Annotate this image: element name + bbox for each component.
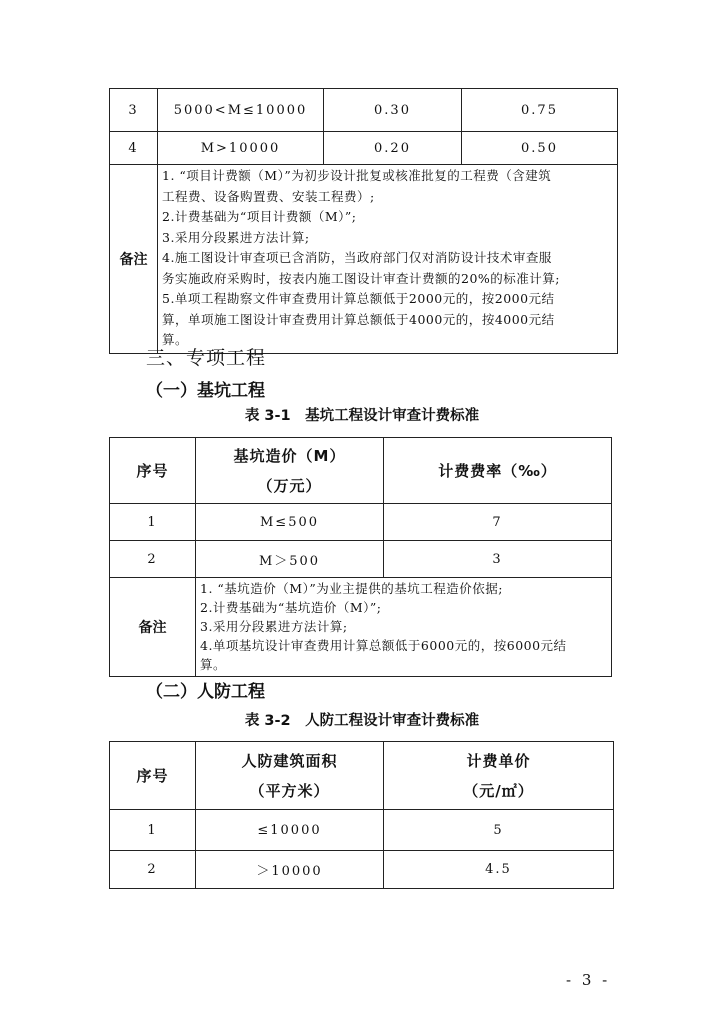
row-number: 4 — [110, 132, 158, 165]
table-header — [110, 742, 614, 810]
cost-range: M＞500 — [196, 541, 384, 578]
table-row — [110, 851, 614, 889]
subsection-title: （二）人防工程 — [146, 682, 265, 702]
row-number: 2 — [110, 541, 196, 578]
row-number: 1 — [110, 504, 196, 541]
note-label: 备注 — [110, 578, 196, 677]
row-number: 3 — [110, 89, 158, 132]
table-row — [110, 810, 614, 851]
page-number: - 3 - — [566, 971, 611, 989]
rate-value: 7 — [384, 504, 612, 541]
rate-value: 0.30 — [324, 89, 462, 132]
table-row — [110, 504, 612, 541]
note-row — [110, 578, 612, 677]
area-range: ≤10000 — [196, 810, 384, 851]
section-title: 三、专项工程 — [146, 347, 267, 369]
header-cell: 计费费率（‰） — [384, 438, 612, 504]
header-cell: 基坑造价（M） （万元） — [196, 438, 384, 504]
row-number: 2 — [110, 851, 196, 889]
rate-value: 0.75 — [462, 89, 618, 132]
rate-value: 0.20 — [324, 132, 462, 165]
excavation-fee-table — [109, 437, 612, 677]
fee-range: M>10000 — [158, 132, 324, 165]
unit-price: 4.5 — [384, 851, 614, 889]
rate-value: 0.50 — [462, 132, 618, 165]
civil-defense-fee-table — [109, 741, 614, 889]
cost-range: M≤500 — [196, 504, 384, 541]
row-number: 1 — [110, 810, 196, 851]
table-row — [110, 132, 618, 165]
table-row — [110, 89, 618, 132]
fee-range: 5000<M≤10000 — [158, 89, 324, 132]
note-label: 备注 — [110, 165, 158, 354]
unit-price: 5 — [384, 810, 614, 851]
note-row — [110, 165, 618, 354]
area-range: ＞10000 — [196, 851, 384, 889]
header-cell: 人防建筑面积 （平方米） — [196, 742, 384, 810]
table-caption: 表 3-1 基坑工程设计审查计费标准 — [244, 408, 480, 424]
header-cell: 计费单价 （元/㎡） — [384, 742, 614, 810]
subsection-title: （一）基坑工程 — [146, 381, 265, 401]
header-cell: 序号 — [110, 742, 196, 810]
header-cell: 序号 — [110, 438, 196, 504]
table-caption: 表 3-2 人防工程设计审查计费标准 — [244, 713, 480, 729]
fee-table-continued — [109, 88, 618, 354]
table-header — [110, 438, 612, 504]
note-text: 1. “项目计费额（M）”为初步设计批复或核准批复的工程费（含建筑 工程费、设备购置费、安装工程费）; 2.计费基础为“项目计费额（M）”; 3.采用分段累进方法计算; 4.施工图设计审查项已含消防，当政府部门仅对消防设计技术审查服 务实施政府采购时，按表内施工图设计审查计费额的20%的标准计算; 5.单项工程勘察文件审查费用计算总额低于2000元的，按2000元结 算，单项施工图设计审查费用计算总额低于4000元的，按4000元结 算。 — [158, 165, 618, 354]
rate-value: 3 — [384, 541, 612, 578]
table-row — [110, 541, 612, 578]
note-text: 1. “基坑造价（M）”为业主提供的基坑工程造价依据; 2.计费基础为“基坑造价（M）”; 3.采用分段累进方法计算; 4.单项基坑设计审查费用计算总额低于6000元的，按6000元结 算。 — [196, 578, 612, 677]
